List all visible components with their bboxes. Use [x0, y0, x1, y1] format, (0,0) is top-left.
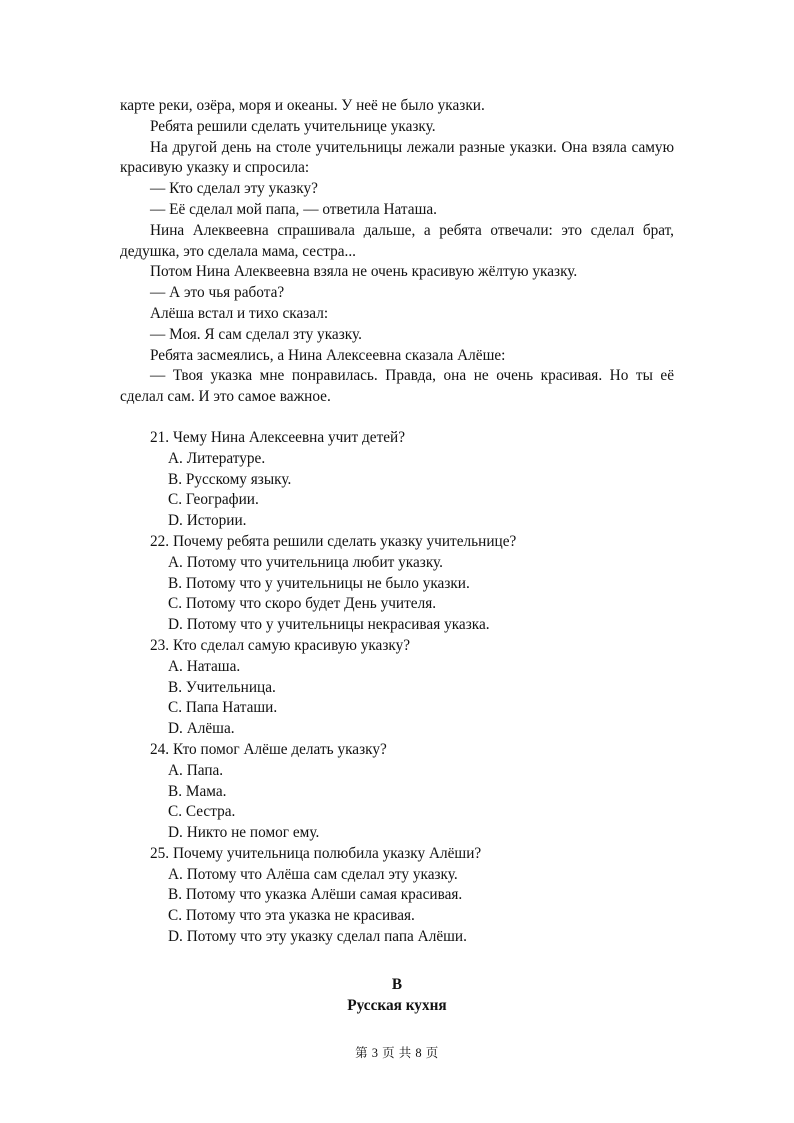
reading-passage [120, 96, 674, 408]
answer-option: B. Потому что указка Алёши самая красивая. [168, 886, 463, 904]
answer-option: D. Никто не помог ему. [168, 824, 320, 842]
passage-paragraph: — Её сделал мой папа, — ответила Наташа. [150, 200, 437, 218]
passage-paragraph: Потом Нина Алеквеевна взяла не очень красивую жёлтую указку. [150, 263, 578, 281]
answer-option: B. Учительница. [168, 678, 276, 696]
answer-option: A. Потому что учительница любит указку. [168, 553, 443, 571]
passage-paragraph: карте реки, озёра, моря и океаны. У неё не было указки. [120, 97, 485, 114]
question-text: 21. Чему Нина Алексеевна учит детей? [150, 428, 406, 446]
answer-option: B. Русскому языку. [168, 470, 292, 488]
page-content [120, 96, 674, 1016]
passage-paragraph: Нина Алеквеевна спрашивала дальше, а ребята отвечали: это сделал брат, дедушка, это сделала мама, сестра... [120, 221, 674, 260]
answer-option: C. Потому что эта указка не красивая. [168, 907, 415, 925]
question-text: 25. Почему учительница полюбила указку Алёши? [150, 844, 482, 862]
question-block [120, 428, 674, 532]
passage-paragraph: Ребята решили сделать учительнице указку. [150, 117, 436, 135]
section-title: Русская кухня [347, 996, 447, 1014]
answer-option: D. Потому что у учительницы некрасивая указка. [168, 616, 490, 634]
question-block [120, 636, 674, 740]
answer-option: D. Алёша. [168, 720, 235, 738]
answer-option: A. Наташа. [168, 657, 241, 675]
passage-paragraph: — Моя. Я сам сделал зту указку. [150, 325, 362, 343]
answer-option: C. Папа Наташи. [168, 699, 278, 717]
answer-option: C. Потому что скоро будет День учителя. [168, 595, 437, 613]
answer-option: C. Географии. [168, 491, 259, 509]
answer-option: C. Сестра. [168, 803, 236, 821]
question-text: 22. Почему ребята решили сделать указку учительнице? [150, 532, 517, 550]
question-list [120, 428, 674, 948]
question-block [120, 740, 674, 844]
passage-paragraph: — Твоя указка мне понравилась. Правда, она не очень красивая. Но ты её сделал сам. И это самое важное. [120, 367, 674, 406]
passage-paragraph: Ребята засмеялись, а Нина Алексеевна сказала Алёше: [150, 346, 506, 364]
question-block [120, 532, 674, 636]
answer-option: A. Папа. [168, 761, 224, 779]
answer-option: B. Потому что у учительницы не было указки. [168, 574, 470, 592]
answer-option: B. Мама. [168, 782, 227, 800]
passage-paragraph: Алёша встал и тихо сказал: [150, 304, 329, 322]
answer-option: D. Потому что эту указку сделал папа Алёши. [168, 928, 467, 946]
answer-option: D. Истории. [168, 512, 247, 530]
passage-paragraph: — Кто сделал эту указку? [150, 180, 318, 198]
passage-paragraph: На другой день на столе учительницы лежали разные указки. Она взяла самую красивую указку и спросила: [120, 138, 674, 177]
answer-option: A. Потому что Алёша сам сделал эту указку. [168, 865, 458, 883]
question-text: 23. Кто сделал самую красивую указку? [150, 636, 411, 654]
page-footer: 第 3 页 共 8 页 [355, 1046, 439, 1060]
question-text: 24. Кто помог Алёше делать указку? [150, 740, 387, 758]
answer-option: A. Литературе. [168, 449, 266, 467]
question-block [120, 844, 674, 948]
section-letter: B [391, 975, 403, 993]
passage-paragraph: — А это чья работа? [150, 284, 285, 302]
